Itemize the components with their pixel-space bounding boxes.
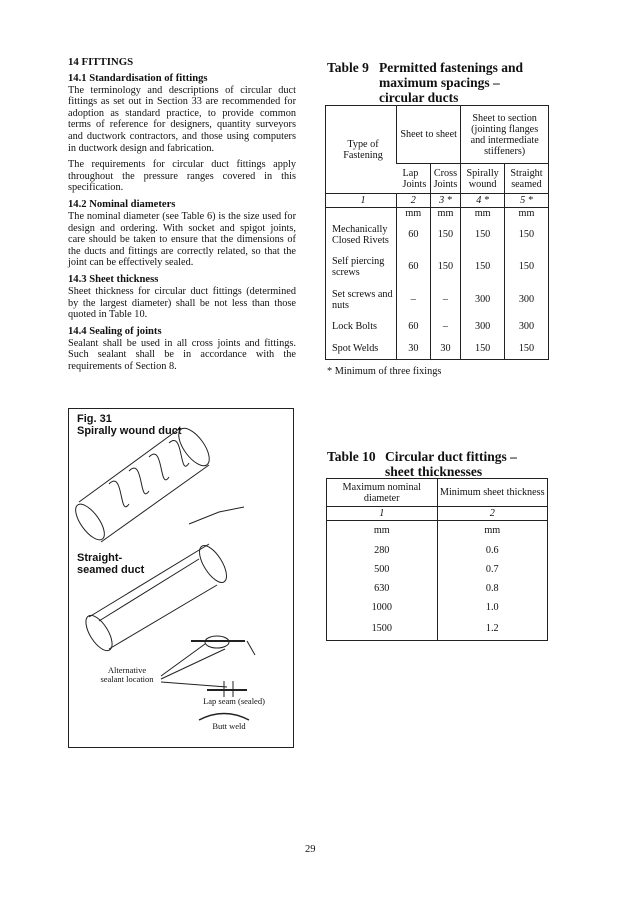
table-cell: 1000 — [371, 601, 392, 613]
table-cell: – — [397, 284, 431, 316]
table-row — [326, 220, 549, 250]
table-cell: 300 — [461, 284, 505, 316]
subsection-1-title: 14.1 Standardisation of fittings — [68, 72, 208, 84]
seam-detail-drawing — [161, 636, 255, 720]
table-cell: 1500 — [371, 622, 392, 634]
table-cell: 150 — [430, 220, 461, 250]
table-row — [327, 598, 548, 617]
table-row — [326, 250, 549, 284]
table-9-row-name: Set screws and nuts — [332, 288, 393, 311]
table-9-header-lap: Lap Joints — [397, 164, 431, 194]
table-9-number: Table 9 — [327, 60, 369, 75]
table-10-caption-line-2: sheet thicknesses — [385, 464, 483, 479]
table-9-col-number: 1 — [326, 194, 397, 208]
table-9-col-number: 4 * — [461, 194, 505, 208]
spiral-duct-drawing — [70, 423, 244, 544]
subsection-4-paragraph: Sealant shall be used in all cross joints and fittings. Such sealant shall be in accordance with the requirements of Section 8. — [68, 337, 296, 372]
duct-illustration — [69, 409, 293, 747]
table-cell: 0.8 — [437, 579, 548, 598]
table-9-footnote: * Minimum of three fixings — [327, 366, 442, 377]
table-10-header-diameter: Maximum nominal diameter — [327, 479, 438, 507]
table-10-header-thickness: Minimum sheet thickness — [437, 479, 548, 507]
subsection-2-title: 14.2 Nominal diameters — [68, 198, 176, 210]
table-row — [327, 541, 548, 560]
table-9-header-spirally: Spirally wound — [461, 164, 505, 194]
subsection-4-title: 14.4 Sealing of joints — [68, 325, 162, 337]
table-cell: 1.0 — [437, 598, 548, 617]
table-cell: – — [430, 284, 461, 316]
table-9-caption-line-3: circular ducts — [379, 90, 459, 105]
table-cell: 300 — [504, 316, 548, 338]
table-cell: 30 — [430, 338, 461, 360]
table-cell: 150 — [461, 338, 505, 360]
table-cell: 30 — [397, 338, 431, 360]
table-10 — [326, 478, 548, 641]
table-cell: 150 — [430, 250, 461, 284]
figure-number: Fig. 31 — [77, 413, 112, 425]
table-cell: 150 — [504, 220, 548, 250]
table-row — [327, 617, 548, 641]
table-row — [326, 338, 549, 360]
page-number: 29 — [305, 844, 316, 855]
table-cell: 630 — [374, 582, 390, 594]
table-cell: 300 — [504, 284, 548, 316]
table-9 — [325, 105, 549, 360]
subsection-1-paragraph-1: The terminology and descriptions of circular duct fittings as set out in Section 33 are recommended for adoption as standard practice, to provide common terms of reference for designers, quantity surveyors and ductwork contractors, and those using computers in ductwork design and fabrication. — [68, 84, 296, 154]
table-row — [327, 579, 548, 598]
table-cell: 280 — [374, 544, 390, 556]
table-cell: 0.7 — [437, 560, 548, 579]
table-9-header-sheet-to-sheet: Sheet to sheet — [397, 106, 461, 164]
left-column — [68, 57, 296, 377]
table-row — [326, 316, 549, 338]
table-row — [326, 284, 549, 316]
table-9-caption — [327, 60, 523, 105]
table-cell: 60 — [397, 250, 431, 284]
table-9-unit: mm — [461, 208, 505, 220]
table-9-caption-line-2: maximum spacings – — [379, 75, 500, 90]
straight-seamed-label: Straight-seamed duct — [77, 552, 145, 576]
table-10-unit: mm — [373, 525, 390, 537]
table-9-col-number: 3 * — [430, 194, 461, 208]
table-9-header-sheet-to-section: Sheet to section (jointing flanges and intermediate stiffeners) — [461, 106, 549, 164]
table-cell: 150 — [504, 250, 548, 284]
table-cell: 60 — [397, 316, 431, 338]
table-9-caption-line-1: Permitted fastenings and — [379, 60, 523, 75]
figure-title: Spirally wound duct — [77, 425, 182, 437]
table-cell: 0.6 — [437, 541, 548, 560]
table-cell: – — [430, 316, 461, 338]
table-9-row-name: Spot Welds — [332, 342, 379, 354]
figure-31 — [68, 408, 294, 748]
table-10-unit: mm — [437, 521, 548, 541]
table-cell: 150 — [461, 250, 505, 284]
subsection-3-title: 14.3 Sheet thickness — [68, 273, 159, 285]
section-title: 14 FITTINGS — [68, 56, 134, 68]
lap-seam-label: Lap seam (sealed) — [203, 696, 265, 706]
table-9-header-cross: Cross Joints — [430, 164, 461, 194]
table-9-unit: mm — [504, 208, 548, 220]
table-cell: 1.2 — [437, 617, 548, 641]
table-9-row-name: Self piercing screws — [332, 255, 385, 278]
table-9-unit: mm — [397, 208, 431, 220]
table-9-header-straight: Straight seamed — [504, 164, 548, 194]
table-10-caption-line-1: Circular duct fittings – — [385, 449, 517, 464]
table-9-unit: mm — [430, 208, 461, 220]
table-cell: 60 — [397, 220, 431, 250]
subsection-3-paragraph: Sheet thickness for circular duct fittings (determined by the largest diameter) shall be not less than those quoted in Table 10. — [68, 285, 296, 321]
table-9-col-number: 5 * — [504, 194, 548, 208]
subsection-2-paragraph: The nominal diameter (see Table 6) is the size used for design and ordering. With socket and spigot joints, care should be taken to ensure that the dimensions of the ducts and fittings are correctly related, so that the joint can be effectively sealed. — [68, 210, 296, 269]
table-row — [327, 560, 548, 579]
table-10-caption — [327, 449, 517, 479]
table-9-header-type: Type of Fastening — [326, 106, 397, 194]
table-10-number: Table 10 — [327, 449, 376, 464]
table-cell: 500 — [374, 563, 390, 575]
table-10-col-number: 1 — [327, 507, 438, 521]
table-10-col-number: 2 — [437, 507, 548, 521]
table-cell: 150 — [461, 220, 505, 250]
alternative-sealant-label: Alternative sealant location — [100, 665, 154, 684]
table-9-col-number: 2 — [397, 194, 431, 208]
table-cell: 300 — [461, 316, 505, 338]
subsection-1-paragraph-2: The requirements for circular duct fittings apply throughout the pressure ranges covered in this specification. — [68, 159, 296, 194]
table-9-row-name: Lock Bolts — [332, 321, 377, 332]
butt-weld-label: Butt weld — [212, 721, 246, 731]
table-cell: 150 — [504, 338, 548, 360]
table-9-row-name: Mechanically Closed Rivets — [332, 223, 389, 246]
